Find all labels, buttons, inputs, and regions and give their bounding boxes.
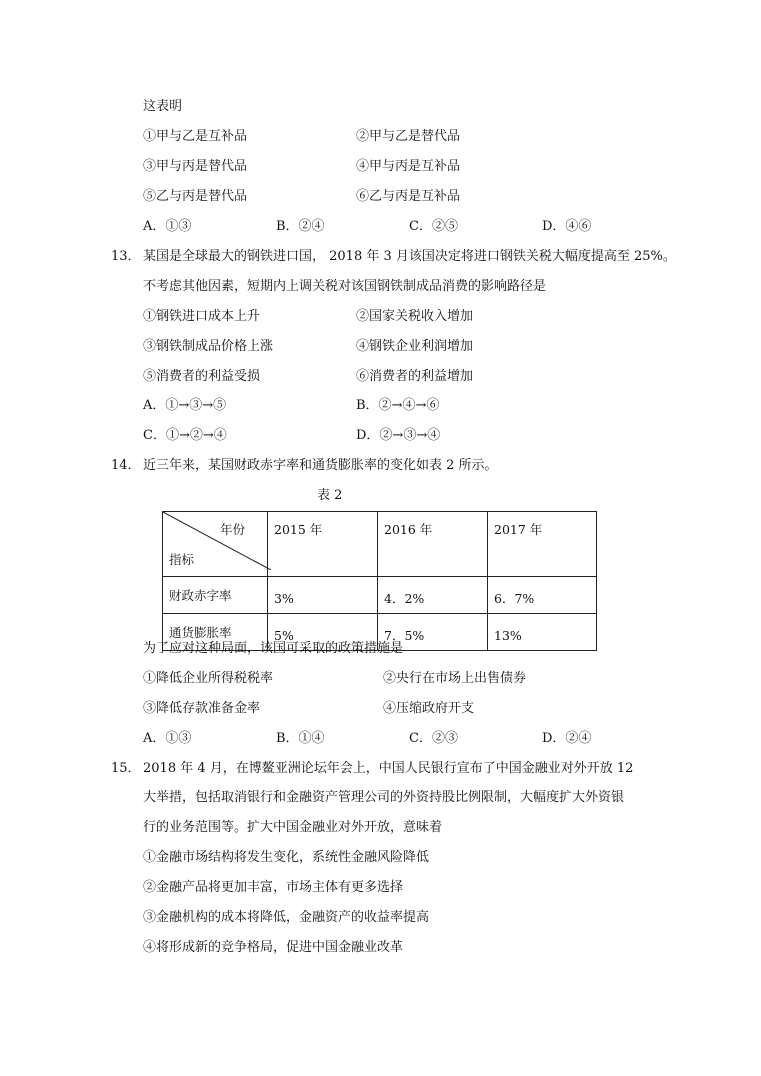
q12-option: ⑥乙与丙是互补品: [356, 189, 461, 204]
year-header: 2016 年: [378, 512, 488, 577]
q13-number: 13．: [111, 249, 141, 264]
q14-option: ③降低存款准备金率: [143, 701, 261, 716]
q14-option: ①降低企业所得税税率: [143, 671, 274, 686]
q15-option: ②金融产品将更加丰富，市场主体有更多选择: [143, 880, 404, 895]
q13-stem-line2: 不考虑其他因素，短期内上调关税对该国钢铁制成品消费的影响路径是: [143, 279, 547, 294]
q14-choice-a: A．①③: [143, 731, 192, 746]
q12-choice-a: A．①③: [143, 219, 192, 234]
q14-option: ④压缩政府开支: [383, 701, 475, 716]
q14-choice-d: D．②④: [542, 731, 592, 746]
q15-number: 15．: [111, 761, 141, 776]
q14-number: 14．: [111, 458, 141, 473]
q15-option: ①金融市场结构将发生变化，系统性金融风险降低: [143, 850, 430, 865]
corner-year-label: 年份: [219, 522, 245, 537]
table-cell: 7．5%: [378, 614, 488, 651]
table-cell: 4．2%: [378, 577, 488, 614]
year-header: 2015 年: [268, 512, 378, 577]
q12-option: ⑤乙与丙是替代品: [143, 189, 248, 204]
table-cell: 6．7%: [488, 577, 597, 614]
q12-choice-c: C．②⑤: [409, 219, 458, 234]
table-row: [163, 577, 597, 614]
q13-stem-line1: 某国是全球最大的钢铁进口国， 2018 年 3 月该国决定将进口钢铁关税大幅度提高至 25%。: [143, 249, 676, 264]
year-header: 2017 年: [488, 512, 597, 577]
q13-option: ⑤消费者的利益受损: [143, 369, 261, 384]
q13-option: ④钢铁企业利润增加: [356, 339, 474, 354]
corner-indicator-label: 指标: [169, 552, 195, 567]
q15-option: ④将形成新的竞争格局，促进中国金融业改革: [143, 940, 404, 955]
q14-choice-c: C．②③: [409, 731, 458, 746]
q13-option: ③钢铁制成品价格上涨: [143, 339, 274, 354]
q13-choice-c: C．①→②→④: [143, 428, 227, 443]
q13-choice-b: B．②→④→⑥: [356, 398, 440, 413]
q12-option: ①甲与乙是互补品: [143, 129, 248, 144]
q12-choice-b: B．②④: [276, 219, 325, 234]
q12-option: ④甲与丙是互补品: [356, 159, 461, 174]
q14-choice-b: B．①④: [276, 731, 325, 746]
q12-option: ③甲与丙是替代品: [143, 159, 248, 174]
q15-stem-line1: 2018 年 4 月，在博鳌亚洲论坛年会上，中国人民银行宣布了中国金融业对外开放 12: [143, 761, 634, 776]
q14-stem-line1: 近三年来，某国财政赤字率和通货膨胀率的变化如表 2 所示。: [143, 458, 498, 473]
table-cell: 13%: [488, 614, 597, 651]
q12-option: ②甲与乙是替代品: [356, 129, 461, 144]
q13-choice-a: A．①→③→⑤: [143, 398, 227, 413]
row-label: 财政赤字率: [163, 577, 268, 614]
q13-option: ②国家关税收入增加: [356, 309, 474, 324]
q12-choice-d: D．④⑥: [542, 219, 592, 234]
row-label: 通货膨胀率: [163, 614, 268, 651]
table-cell: 3%: [268, 577, 378, 614]
q12-stem-end: 这表明: [143, 99, 183, 114]
q13-choice-d: D．②→③→④: [356, 428, 441, 443]
data-table: [162, 511, 597, 651]
table-caption: 表 2: [317, 488, 343, 503]
q15-stem-line2: 大举措，包括取消银行和金融资产管理公司的外资持股比例限制，大幅度扩大外资银: [143, 790, 625, 805]
q14-stem-line2: 为了应对这种局面，该国可采取的政策措施是: [143, 641, 404, 656]
q15-option: ③金融机构的成本将降低，金融资产的收益率提高: [143, 910, 430, 925]
q15-stem-line3: 行的业务范围等。扩大中国金融业对外开放，意味着: [143, 820, 443, 835]
table-cell: 5%: [268, 614, 378, 651]
q13-option: ⑥消费者的利益增加: [356, 369, 474, 384]
q14-option: ②央行在市场上出售债券: [383, 671, 527, 686]
q13-option: ①钢铁进口成本上升: [143, 309, 261, 324]
table-corner-cell: [163, 512, 268, 577]
